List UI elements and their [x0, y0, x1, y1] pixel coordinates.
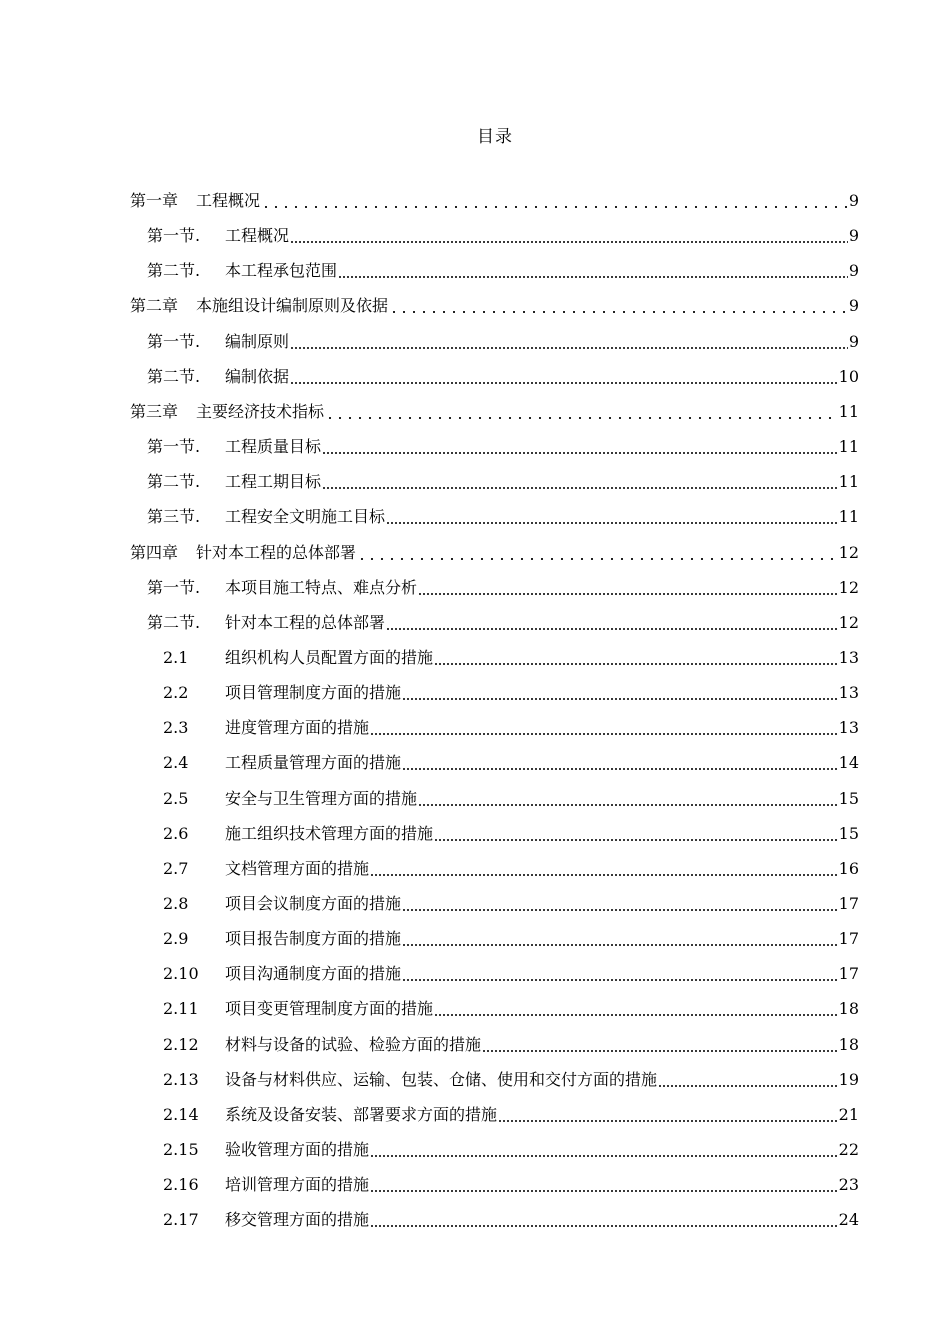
toc-entry-number: 第二节. — [147, 472, 201, 491]
dot-leader — [434, 839, 838, 841]
dot-leader — [389, 311, 848, 313]
toc-entry-number: 第一章 — [130, 191, 179, 210]
dot-leader — [386, 628, 838, 630]
toc-entry-sub[interactable] — [163, 1068, 859, 1092]
toc-entry-number: 2.4 — [163, 753, 189, 772]
dot-leader — [290, 347, 848, 349]
toc-entry-title: 系统及设备安装、部署要求方面的措施 — [225, 1105, 498, 1124]
toc-entry-title: 工程质量目标 — [225, 437, 322, 456]
toc-entry-chapter[interactable] — [130, 294, 859, 318]
toc-entry-number: 2.7 — [163, 859, 189, 878]
toc-entry-page-number: 12 — [838, 543, 859, 562]
toc-entry-number: 2.12 — [163, 1035, 199, 1054]
dot-leader — [357, 558, 838, 560]
dot-leader — [370, 1190, 838, 1192]
toc-entry-page-number: 15 — [838, 824, 859, 843]
toc-entry-page-number: 9 — [848, 332, 859, 351]
toc-entry-number: 2.17 — [163, 1210, 199, 1229]
toc-entry-title: 进度管理方面的措施 — [225, 718, 370, 737]
dot-leader — [498, 1120, 838, 1122]
dot-leader — [434, 663, 838, 665]
toc-entry-page-number: 9 — [848, 296, 859, 315]
toc-entry-number: 2.10 — [163, 964, 199, 983]
toc-entry-sub[interactable] — [163, 1103, 859, 1127]
toc-entry-title: 本项目施工特点、难点分析 — [225, 578, 418, 597]
toc-entry-chapter[interactable] — [130, 189, 859, 213]
toc-entry-number: 2.2 — [163, 683, 189, 702]
toc-entry-sub[interactable] — [163, 681, 859, 705]
toc-entry-chapter[interactable] — [130, 400, 859, 424]
toc-entry-title: 文档管理方面的措施 — [225, 859, 370, 878]
toc-entry-number: 2.14 — [163, 1105, 199, 1124]
toc-entry-page-number: 11 — [838, 437, 859, 456]
toc-entry-sub[interactable] — [163, 997, 859, 1021]
toc-entry-title: 编制依据 — [225, 367, 290, 386]
dot-leader — [370, 733, 838, 735]
toc-entry-page-number: 16 — [838, 859, 859, 878]
toc-entry-sub[interactable] — [163, 1138, 859, 1162]
dot-leader — [658, 1085, 838, 1087]
toc-entry-page-number: 9 — [848, 261, 859, 280]
toc-entry-sub[interactable] — [163, 1173, 859, 1197]
toc-entry-sub[interactable] — [163, 822, 859, 846]
toc-entry-title: 移交管理方面的措施 — [225, 1210, 370, 1229]
toc-entry-title: 施工组织技术管理方面的措施 — [225, 824, 434, 843]
toc-entry-number: 第一节. — [147, 437, 201, 456]
toc-entry-page-number: 11 — [838, 472, 859, 491]
toc-entry-title: 验收管理方面的措施 — [225, 1140, 370, 1159]
dot-leader — [402, 698, 838, 700]
toc-entry-number: 第一节. — [147, 332, 201, 351]
dot-leader — [290, 241, 848, 243]
toc-entry-page-number: 13 — [838, 683, 859, 702]
toc-entry-page-number: 17 — [838, 964, 859, 983]
toc-entry-page-number: 18 — [838, 1035, 859, 1054]
toc-entry-page-number: 19 — [838, 1070, 859, 1089]
toc-entry-number: 2.9 — [163, 929, 189, 948]
toc-entry-title: 项目沟通制度方面的措施 — [225, 964, 402, 983]
dot-leader — [338, 276, 848, 278]
toc-entry-sub[interactable] — [163, 962, 859, 986]
dot-leader — [402, 979, 838, 981]
toc-entry-sub[interactable] — [163, 1033, 859, 1057]
toc-entry-page-number: 9 — [848, 191, 859, 210]
toc-entry-page-number: 13 — [838, 718, 859, 737]
toc-entry-page-number: 13 — [838, 648, 859, 667]
toc-entry-title: 设备与材料供应、运输、包装、仓储、使用和交付方面的措施 — [225, 1070, 658, 1089]
toc-entry-title: 工程概况 — [196, 191, 261, 210]
dot-leader — [290, 382, 838, 384]
toc-entry-title: 针对本工程的总体部署 — [196, 543, 357, 562]
toc-entry-title: 本工程承包范围 — [225, 261, 338, 280]
toc-entry-title: 项目会议制度方面的措施 — [225, 894, 402, 913]
toc-entry-number: 2.6 — [163, 824, 189, 843]
dot-leader — [482, 1050, 838, 1052]
toc-entry-number: 第二节. — [147, 613, 201, 632]
toc-entry-number: 第一节. — [147, 578, 201, 597]
toc-entry-number: 第三节. — [147, 507, 201, 526]
toc-entry-number: 2.3 — [163, 718, 189, 737]
dot-leader — [418, 593, 838, 595]
dot-leader — [386, 522, 838, 524]
toc-entry-title: 本施组设计编制原则及依据 — [196, 296, 389, 315]
toc-entry-title: 安全与卫生管理方面的措施 — [225, 789, 418, 808]
toc-entry-title: 培训管理方面的措施 — [225, 1175, 370, 1194]
dot-leader — [418, 804, 838, 806]
dot-leader — [402, 944, 838, 946]
toc-entry-page-number: 11 — [838, 402, 859, 421]
toc-entry-number: 第二章 — [130, 296, 179, 315]
dot-leader — [322, 487, 838, 489]
toc-entry-title: 项目变更管理制度方面的措施 — [225, 999, 434, 1018]
toc-entry-number: 2.1 — [163, 648, 189, 667]
toc-entry-sub[interactable] — [163, 1208, 859, 1232]
toc-entry-number: 第四章 — [130, 543, 179, 562]
toc-entry-sub[interactable] — [163, 857, 859, 881]
toc-entry-page-number: 12 — [838, 613, 859, 632]
dot-leader — [261, 206, 848, 208]
dot-leader — [322, 452, 838, 454]
toc-entry-title: 工程工期目标 — [225, 472, 322, 491]
toc-entry-number: 第三章 — [130, 402, 179, 421]
toc-entry-sub[interactable] — [163, 927, 859, 951]
dot-leader — [370, 874, 838, 876]
toc-entry-sub[interactable] — [163, 892, 859, 916]
toc-entry-page-number: 10 — [838, 367, 859, 386]
dot-leader — [402, 768, 838, 770]
toc-entry-page-number: 22 — [838, 1140, 859, 1159]
page-title: 目录 — [477, 127, 513, 147]
toc-entry-number: 2.16 — [163, 1175, 199, 1194]
toc-entry-sub[interactable] — [163, 716, 859, 740]
toc-entry-title: 工程概况 — [225, 226, 290, 245]
toc-entry-number: 2.5 — [163, 789, 189, 808]
toc-entry-number: 2.15 — [163, 1140, 199, 1159]
toc-entry-page-number: 14 — [838, 753, 859, 772]
dot-leader — [370, 1225, 838, 1227]
toc-entry-page-number: 24 — [838, 1210, 859, 1229]
toc-entry-number: 2.11 — [163, 999, 199, 1018]
toc-entry-number: 第二节. — [147, 367, 201, 386]
toc-entry-page-number: 12 — [838, 578, 859, 597]
toc-entry-page-number: 11 — [838, 507, 859, 526]
toc-entry-chapter[interactable] — [130, 541, 859, 565]
toc-entry-title: 项目报告制度方面的措施 — [225, 929, 402, 948]
toc-entry-section[interactable] — [147, 259, 859, 283]
toc-entry-title: 项目管理制度方面的措施 — [225, 683, 402, 702]
toc-entry-section[interactable] — [147, 330, 859, 354]
toc-entry-section[interactable] — [147, 505, 859, 529]
toc-entry-page-number: 21 — [838, 1105, 859, 1124]
toc-entry-number: 第二节. — [147, 261, 201, 280]
toc-entry-section[interactable] — [147, 365, 859, 389]
toc-entry-page-number: 9 — [848, 226, 859, 245]
toc-entry-number: 2.8 — [163, 894, 189, 913]
toc-entry-section[interactable] — [147, 224, 859, 248]
dot-leader — [402, 909, 838, 911]
dot-leader — [325, 417, 838, 419]
dot-leader — [434, 1014, 838, 1016]
toc-entry-page-number: 17 — [838, 929, 859, 948]
dot-leader — [370, 1155, 838, 1157]
toc-entry-title: 工程质量管理方面的措施 — [225, 753, 402, 772]
toc-entry-section[interactable] — [147, 470, 859, 494]
toc-entry-title: 主要经济技术指标 — [196, 402, 325, 421]
toc-entry-title: 材料与设备的试验、检验方面的措施 — [225, 1035, 482, 1054]
toc-entry-sub[interactable] — [163, 787, 859, 811]
toc-entry-section[interactable] — [147, 435, 859, 459]
toc-entry-sub[interactable] — [163, 646, 859, 670]
toc-entry-title: 针对本工程的总体部署 — [225, 613, 386, 632]
toc-entry-page-number: 17 — [838, 894, 859, 913]
toc-entry-section[interactable] — [147, 611, 859, 635]
toc-entry-title: 工程安全文明施工目标 — [225, 507, 386, 526]
toc-entry-page-number: 15 — [838, 789, 859, 808]
toc-entry-title: 编制原则 — [225, 332, 290, 351]
toc-entry-number: 2.13 — [163, 1070, 199, 1089]
toc-entry-sub[interactable] — [163, 751, 859, 775]
toc-entry-title: 组织机构人员配置方面的措施 — [225, 648, 434, 667]
toc-entry-page-number: 23 — [838, 1175, 859, 1194]
toc-entry-page-number: 18 — [838, 999, 859, 1018]
toc-entry-section[interactable] — [147, 576, 859, 600]
toc-entry-number: 第一节. — [147, 226, 201, 245]
